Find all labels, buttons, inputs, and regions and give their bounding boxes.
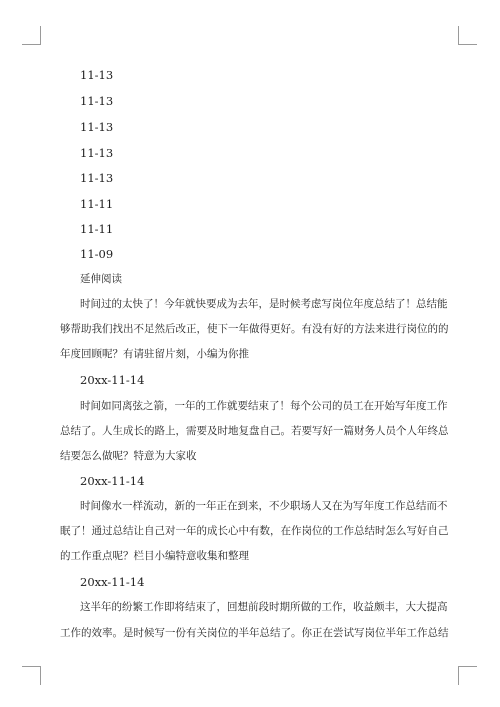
article-line: 年度回顾呢？有请驻留片刻，小编为你推 xyxy=(60,348,249,360)
date-list-item: 11-13 xyxy=(80,171,114,185)
article-line: 够帮助我们找出不足然后改正，使下一年做得更好。有没有好的方法来进行岗位的的 xyxy=(60,323,449,335)
article-date: 20xx-11-14 xyxy=(80,575,145,589)
article-line: 眠了！通过总结让自己对一年的成长心中有数，在作岗位的工作总结时怎么写好自己 xyxy=(60,525,449,537)
date-list-item: 11-13 xyxy=(80,94,114,108)
crop-mark-top-right xyxy=(458,26,477,45)
article-line: 时间如同离弦之箭，一年的工作就要结束了！每个公司的员工在开始写年度工作 xyxy=(80,400,448,412)
article-line: 工作的效率。是时候写一份有关岗位的半年总结了。你正在尝试写岗位半年工作总结 xyxy=(60,627,449,639)
date-list-item: 11-11 xyxy=(80,197,114,211)
article-line: 的工作重点呢？栏目小编特意收集和整理 xyxy=(60,550,249,562)
article-line: 总结了。人生成长的路上，需要及时地复盘自己。若要写好一篇财务人员个人年终总 xyxy=(60,425,449,437)
crop-mark-bottom-right xyxy=(458,666,477,685)
article-line: 时间过的太快了！今年就快要成为去年，是时候考虑写岗位年度总结了！总结能 xyxy=(80,298,448,310)
date-list-item: 11-13 xyxy=(80,146,114,160)
extended-reading-heading: 延伸阅读 xyxy=(80,273,122,285)
article-line: 时间像水一样流动，新的一年正在到来，不少职场人又在为写年度工作总结而不 xyxy=(80,500,448,512)
crop-mark-bottom-left xyxy=(22,666,41,685)
date-list-item: 11-13 xyxy=(80,120,114,134)
date-list-item: 11-13 xyxy=(80,68,114,82)
date-list-item: 11-09 xyxy=(80,247,114,261)
date-list-item: 11-11 xyxy=(80,222,114,236)
article-date: 20xx-11-14 xyxy=(80,373,145,387)
article-line: 这半年的纷繁工作即将结束了，回想前段时期所做的工作，收益颇丰，大大提高 xyxy=(80,601,448,613)
crop-mark-top-left xyxy=(22,26,41,45)
article-date: 20xx-11-14 xyxy=(80,474,145,488)
article-line: 结要怎么做呢？特意为大家收 xyxy=(60,450,197,462)
